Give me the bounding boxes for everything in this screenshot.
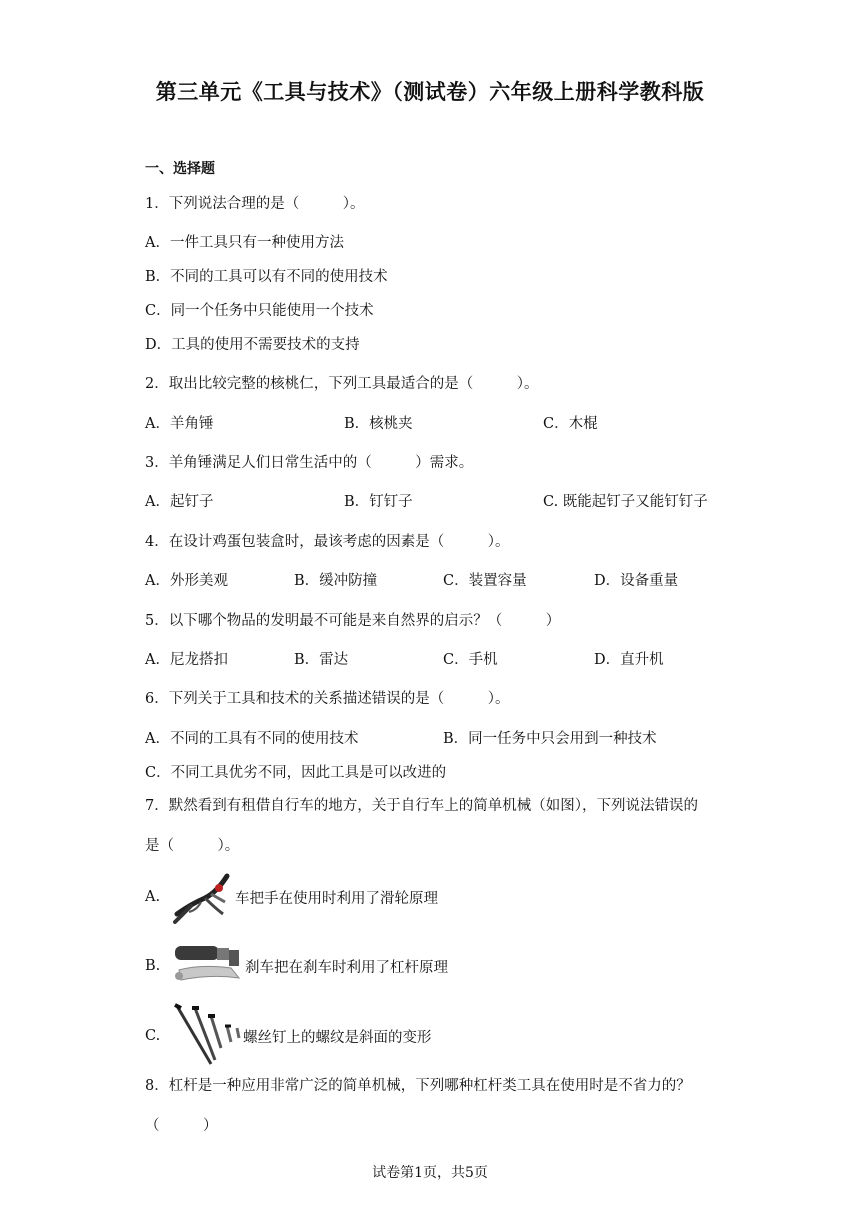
- question-1-option-d: D．工具的使用不需要技术的支持: [145, 337, 360, 353]
- question-6-option-a: A．不同的工具有不同的使用技术: [145, 731, 359, 747]
- question-4-option-a: A．外形美观: [145, 573, 228, 589]
- question-4-option-d: D．设备重量: [594, 573, 679, 589]
- question-6-stem: 6．下列关于工具和技术的关系描述错误的是（ ）。: [145, 691, 510, 707]
- question-7-option-b: [145, 940, 448, 992]
- question-3-option-b: B．钉钉子: [344, 494, 413, 510]
- page-footer: 试卷第1页，共5页: [372, 1165, 488, 1181]
- question-5-option-c: C．手机: [443, 652, 498, 668]
- question-7-stem-line1: 7．默然看到有租借自行车的地方，关于自行车上的简单机械（如图），下列说法错误的: [145, 798, 698, 814]
- question-5-option-a: A．尼龙搭扣: [145, 652, 228, 668]
- section-heading: 一、选择题: [145, 161, 215, 177]
- brake-lever-icon: [171, 940, 245, 992]
- question-3-option-c: C. 既能起钉子又能钉钉子: [543, 494, 708, 510]
- question-1-option-b: B．不同的工具可以有不同的使用技术: [145, 269, 388, 285]
- question-2-stem: 2．取出比较完整的核桃仁，下列工具最适合的是（ ）。: [145, 376, 539, 392]
- question-3-stem: 3．羊角锤满足人们日常生活中的（ ）需求。: [145, 455, 474, 471]
- question-7-option-a: [145, 868, 438, 926]
- question-1-stem: 1．下列说法合理的是（ ）。: [145, 196, 365, 212]
- question-6-option-c: C．不同工具优劣不同，因此工具是可以改进的: [145, 765, 447, 781]
- question-7-option-a-text: 车把手在使用时利用了滑轮原理: [235, 890, 438, 907]
- question-4-option-c: C．装置容量: [443, 573, 527, 589]
- question-1-option-a: A．一件工具只有一种使用方法: [145, 235, 344, 251]
- question-2-option-c: C．木棍: [543, 416, 598, 432]
- question-2-option-a: A．羊角锤: [145, 416, 214, 432]
- question-7-option-c: [145, 1002, 432, 1070]
- option-label: B.: [145, 958, 161, 974]
- option-label: C.: [145, 1028, 161, 1044]
- question-3-option-a: A．起钉子: [145, 494, 214, 510]
- question-6-option-b: B．同一任务中只会用到一种技术: [443, 731, 657, 747]
- question-7-stem-line2: 是（ ）。: [145, 838, 240, 854]
- question-7-option-b-text: 刹车把在刹车时利用了杠杆原理: [245, 959, 448, 976]
- question-1-option-c: C．同一个任务中只能使用一个技术: [145, 303, 374, 319]
- question-4-option-b: B．缓冲防撞: [294, 573, 378, 589]
- question-2-option-b: B．核桃夹: [344, 416, 413, 432]
- screws-icon: [171, 1002, 243, 1070]
- question-8-stem-line2: （ ）: [145, 1118, 218, 1134]
- question-5-stem: 5．以下哪个物品的发明最不可能是来自然界的启示？（ ）: [145, 613, 561, 629]
- question-7-option-c-text: 螺丝钉上的螺纹是斜面的变形: [243, 1029, 432, 1046]
- question-8-stem-line1: 8．杠杆是一种应用非常广泛的简单机械，下列哪种杠杆类工具在使用时是不省力的？: [145, 1078, 691, 1094]
- question-4-stem: 4．在设计鸡蛋包装盒时，最该考虑的因素是（ ）。: [145, 534, 510, 550]
- question-5-option-b: B．雷达: [294, 652, 349, 668]
- page-title: 第三单元《工具与技术》（测试卷）六年级上册科学教科版: [155, 80, 705, 104]
- question-5-option-d: D．直升机: [594, 652, 664, 668]
- option-label: A.: [145, 889, 161, 905]
- bicycle-handlebar-icon: [171, 868, 235, 926]
